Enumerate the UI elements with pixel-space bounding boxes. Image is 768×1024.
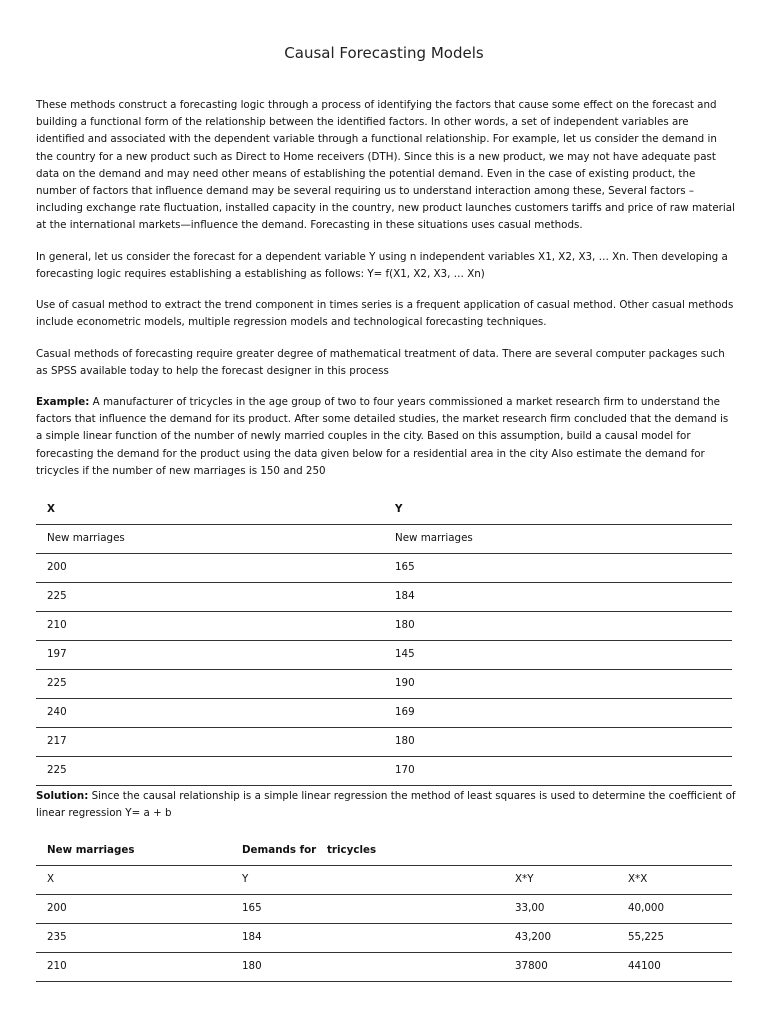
page-title: Causal Forecasting Models [284, 44, 484, 62]
table-row [36, 924, 732, 953]
table-row [36, 728, 732, 757]
table-row [36, 699, 732, 728]
table-cell: 217 [36, 728, 384, 757]
table-row [36, 525, 732, 554]
table-row [36, 583, 732, 612]
table-cell: 184 [231, 924, 504, 953]
table-cell: 44100 [617, 953, 732, 982]
table-row [36, 757, 732, 786]
table-header-cell [504, 837, 617, 866]
trend-paragraph: Use of casual method to extract the trend component in times series is a frequent application of casual method. Other casual methods include econometric models, multiple regression models and technological forecasting techniques. [36, 299, 734, 329]
example-text: A manufacturer of tricycles in the age group of two to four years commissioned a market research firm to understand the factors that influence the demand for its product. After some detailed studies, the market research firm concluded that the demand is a simple linear function of the number of newly married couples in the city. Based on this assumption, build a causal model for forecasting the demand for the product using the data given below for a residential area in the city Also estimate the demand for tricycles if the number of new marriages is 150 and 250 [36, 396, 729, 477]
solution-paragraph [36, 788, 736, 822]
table-row [36, 554, 732, 583]
table-cell: 225 [36, 757, 384, 786]
solution-label: Solution: [36, 790, 89, 802]
regression-table [36, 837, 732, 982]
table-row [36, 612, 732, 641]
table-header-row [36, 495, 732, 525]
table-cell: 165 [231, 895, 504, 924]
table-cell: 210 [36, 953, 231, 982]
table-cell: 200 [36, 554, 384, 583]
table-cell: 43,200 [504, 924, 617, 953]
table-cell: 33,00 [504, 895, 617, 924]
table-row [36, 670, 732, 699]
table-cell: X*X [617, 866, 732, 895]
table-cell: 55,225 [617, 924, 732, 953]
example-paragraph [36, 394, 736, 480]
table-cell: 180 [384, 728, 732, 757]
table-cell: 235 [36, 924, 231, 953]
table-row [36, 895, 732, 924]
table-header-cell: X [36, 495, 384, 525]
solution-text: Since the causal relationship is a simple linear regression the method of least squares is used to determine the coefficient of linear regression Y= a + b [36, 790, 736, 820]
table-cell: New marriages [384, 525, 732, 554]
table-cell: 240 [36, 699, 384, 728]
table-header-cell: New marriages [36, 837, 231, 866]
table-cell: 169 [384, 699, 732, 728]
table-header-cell: Demands for tricycles [231, 837, 504, 866]
table-cell: 180 [231, 953, 504, 982]
table-cell: 225 [36, 670, 384, 699]
table-cell: New marriages [36, 525, 384, 554]
table-cell: 184 [384, 583, 732, 612]
table-cell: 225 [36, 583, 384, 612]
table-cell: 145 [384, 641, 732, 670]
table-cell: 197 [36, 641, 384, 670]
table-header-cell [617, 837, 732, 866]
example-label: Example: [36, 396, 90, 408]
table-row [36, 641, 732, 670]
general-paragraph: In general, let us consider the forecast for a dependent variable Y using n independent variables X1, X2, X3, … Xn. Then developing a forecasting logic requires establishing a establishing as follows: Y= f(X1, X2, X3, … Xn) [36, 251, 728, 281]
table-cell: Y [231, 866, 504, 895]
table-cell: 180 [384, 612, 732, 641]
table-row [36, 866, 732, 895]
table-cell: 165 [384, 554, 732, 583]
data-table [36, 495, 732, 786]
table-row [36, 953, 732, 982]
packages-paragraph: Casual methods of forecasting require greater degree of mathematical treatment of data. There are several computer packages such as SPSS available today to help the forecast designer in this process [36, 348, 725, 378]
table-cell: 210 [36, 612, 384, 641]
intro-paragraph: These methods construct a forecasting logic through a process of identifying the factors that cause some effect on the forecast and building a functional form of the relationship between the identified factors. In other words, a set of independent variables are identified and associated with the dependent variable through a functional relationship. For example, let us consider the demand in the country for a new product such as Direct to Home receivers (DTH). Since this is a new product, we may not have adequate past data on the demand and may need other means of establishing the potential demand. Even in the case of existing product, the number of factors that influence demand may be several requiring us to understand interaction among these, Several factors – including exchange rate fluctuation, installed capacity in the country, new product launches customers tariffs and price of raw material at the international markets—influence the demand. Forecasting in these situations uses casual methods. [36, 99, 735, 232]
table-cell: X [36, 866, 231, 895]
table-cell: 190 [384, 670, 732, 699]
table-cell: 40,000 [617, 895, 732, 924]
table-cell: X*Y [504, 866, 617, 895]
table-header-row [36, 837, 732, 866]
table-header-cell: Y [384, 495, 732, 525]
table-cell: 200 [36, 895, 231, 924]
table-cell: 170 [384, 757, 732, 786]
table-cell: 37800 [504, 953, 617, 982]
